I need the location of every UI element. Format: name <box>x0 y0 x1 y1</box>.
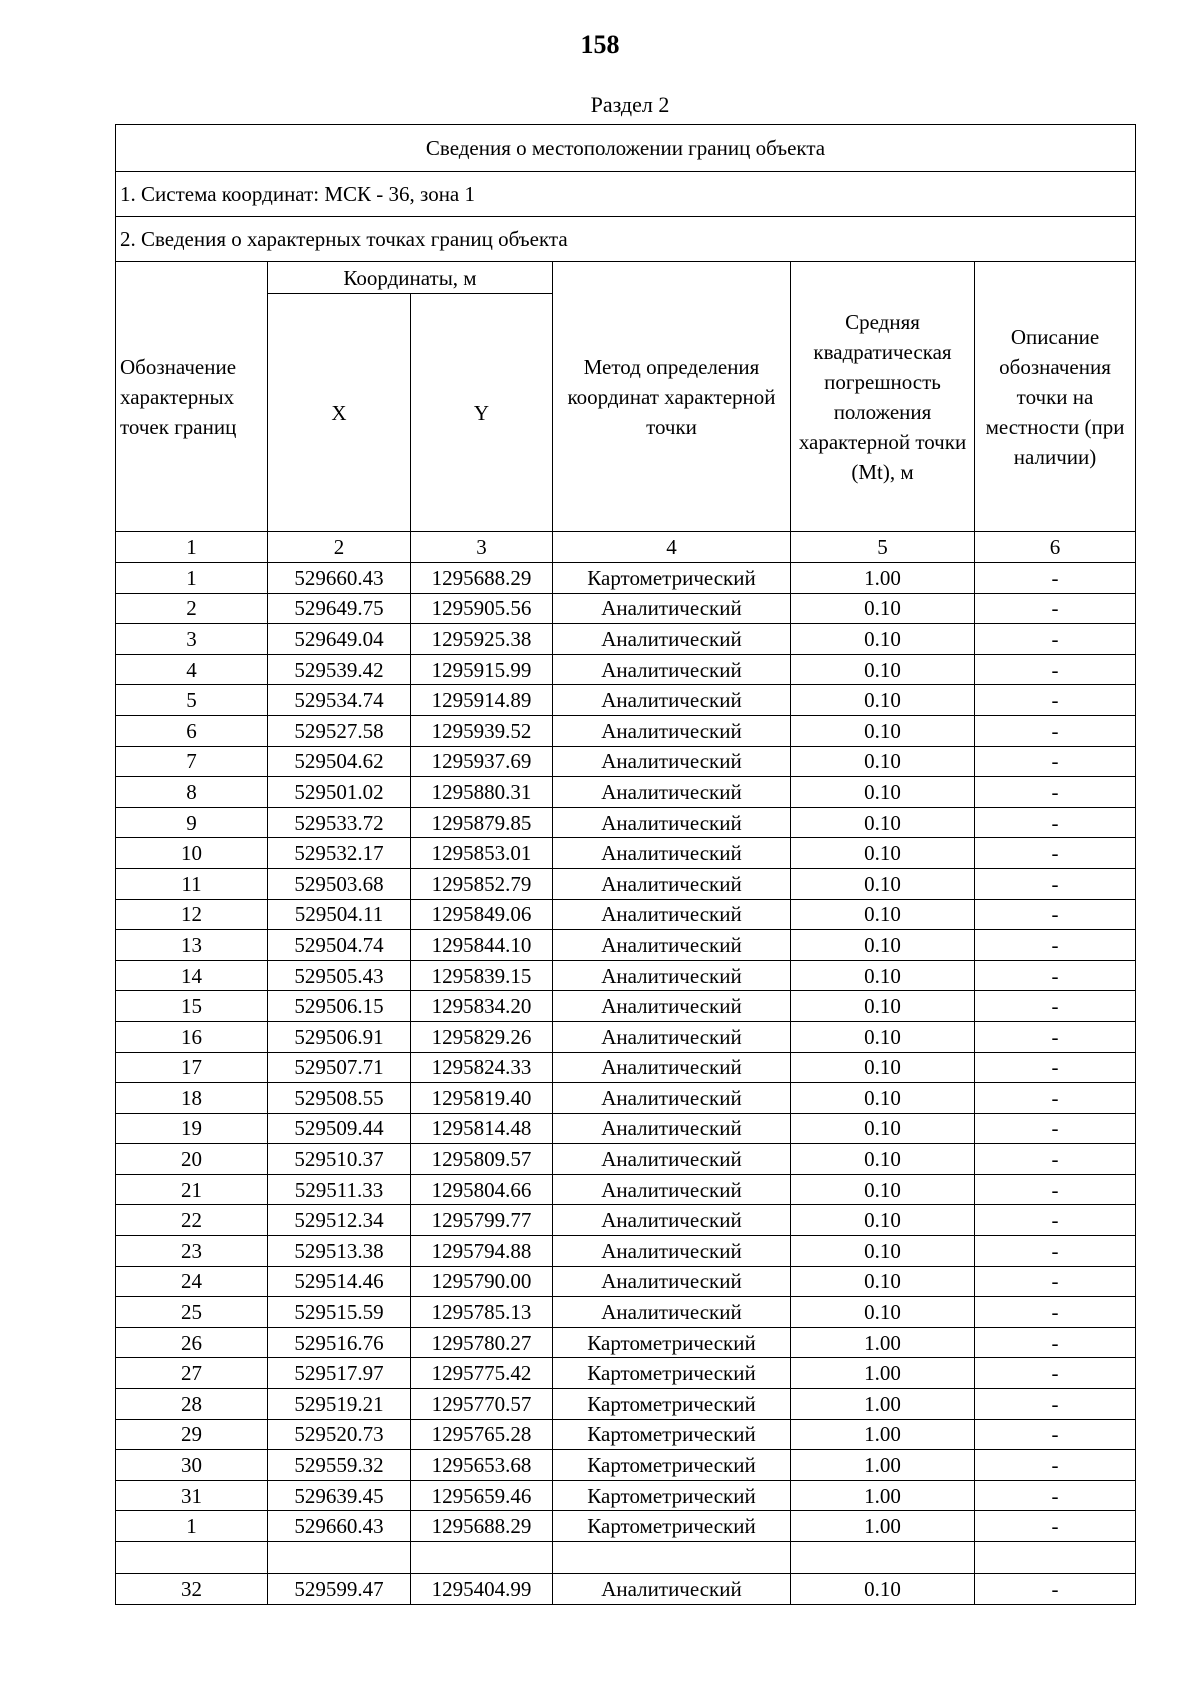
blank-row <box>116 1542 1136 1574</box>
method: Аналитический <box>553 1174 791 1205</box>
x-coordinate: 529534.74 <box>268 685 411 716</box>
empty-cell <box>268 1542 411 1574</box>
point-number: 9 <box>116 807 268 838</box>
point-number: 8 <box>116 777 268 808</box>
table-row <box>116 960 1136 991</box>
column-number: 5 <box>791 532 975 563</box>
table-row <box>116 868 1136 899</box>
method: Аналитический <box>553 777 791 808</box>
point-description: - <box>975 1052 1136 1083</box>
table-row <box>116 715 1136 746</box>
y-coordinate: 1295790.00 <box>411 1266 553 1297</box>
empty-cell <box>553 1542 791 1574</box>
point-description: - <box>975 1419 1136 1450</box>
point-number: 1 <box>116 563 268 594</box>
point-description: - <box>975 593 1136 624</box>
mean-square-error: 1.00 <box>791 1419 975 1450</box>
empty-cell <box>116 1542 268 1574</box>
y-coordinate: 1295925.38 <box>411 624 553 655</box>
header-coordinates: Координаты, м <box>268 262 553 294</box>
x-coordinate: 529649.75 <box>268 593 411 624</box>
method: Аналитический <box>553 685 791 716</box>
mean-square-error: 0.10 <box>791 1021 975 1052</box>
method: Аналитический <box>553 960 791 991</box>
point-description: - <box>975 777 1136 808</box>
table-row <box>116 777 1136 808</box>
y-coordinate: 1295404.99 <box>411 1574 553 1605</box>
method: Картометрический <box>553 1327 791 1358</box>
point-description: - <box>975 1083 1136 1114</box>
method: Аналитический <box>553 1236 791 1267</box>
table-row <box>116 991 1136 1022</box>
method: Аналитический <box>553 1266 791 1297</box>
method: Аналитический <box>553 593 791 624</box>
table-row <box>116 1083 1136 1114</box>
mean-square-error: 0.10 <box>791 991 975 1022</box>
mean-square-error: 0.10 <box>791 624 975 655</box>
method: Аналитический <box>553 1297 791 1328</box>
x-coordinate: 529527.58 <box>268 715 411 746</box>
x-coordinate: 529532.17 <box>268 838 411 869</box>
y-coordinate: 1295688.29 <box>411 1511 553 1542</box>
x-coordinate: 529533.72 <box>268 807 411 838</box>
empty-cell <box>411 1542 553 1574</box>
column-number: 4 <box>553 532 791 563</box>
y-coordinate: 1295839.15 <box>411 960 553 991</box>
point-description: - <box>975 899 1136 930</box>
table-row <box>116 1327 1136 1358</box>
table-row <box>116 1389 1136 1420</box>
mean-square-error: 0.10 <box>791 1083 975 1114</box>
table-row <box>116 930 1136 961</box>
point-description: - <box>975 1358 1136 1389</box>
y-coordinate: 1295844.10 <box>411 930 553 961</box>
point-number: 11 <box>116 868 268 899</box>
mean-square-error: 0.10 <box>791 1266 975 1297</box>
y-coordinate: 1295834.20 <box>411 991 553 1022</box>
table-row <box>116 1266 1136 1297</box>
y-coordinate: 1295770.57 <box>411 1389 553 1420</box>
method: Аналитический <box>553 715 791 746</box>
x-coordinate: 529519.21 <box>268 1389 411 1420</box>
method: Аналитический <box>553 1574 791 1605</box>
x-coordinate: 529517.97 <box>268 1358 411 1389</box>
mean-square-error: 0.10 <box>791 1052 975 1083</box>
x-coordinate: 529503.68 <box>268 868 411 899</box>
mean-square-error: 0.10 <box>791 868 975 899</box>
mean-square-error: 0.10 <box>791 685 975 716</box>
y-coordinate: 1295653.68 <box>411 1450 553 1481</box>
point-description: - <box>975 1327 1136 1358</box>
y-coordinate: 1295914.89 <box>411 685 553 716</box>
point-description: - <box>975 868 1136 899</box>
point-description: - <box>975 991 1136 1022</box>
mean-square-error: 0.10 <box>791 960 975 991</box>
point-number: 12 <box>116 899 268 930</box>
page-number: 158 <box>580 30 620 59</box>
point-number: 5 <box>116 685 268 716</box>
point-description: - <box>975 1574 1136 1605</box>
x-coordinate: 529512.34 <box>268 1205 411 1236</box>
y-coordinate: 1295785.13 <box>411 1297 553 1328</box>
x-coordinate: 529510.37 <box>268 1144 411 1175</box>
y-coordinate: 1295939.52 <box>411 715 553 746</box>
point-number: 3 <box>116 624 268 655</box>
mean-square-error: 0.10 <box>791 715 975 746</box>
table-row <box>116 1113 1136 1144</box>
x-coordinate: 529511.33 <box>268 1174 411 1205</box>
y-coordinate: 1295659.46 <box>411 1480 553 1511</box>
empty-cell <box>791 1542 975 1574</box>
y-coordinate: 1295829.26 <box>411 1021 553 1052</box>
x-coordinate: 529516.76 <box>268 1327 411 1358</box>
mean-square-error: 0.10 <box>791 777 975 808</box>
empty-cell <box>975 1542 1136 1574</box>
point-number: 15 <box>116 991 268 1022</box>
mean-square-error: 0.10 <box>791 1174 975 1205</box>
mean-square-error: 1.00 <box>791 1389 975 1420</box>
point-number: 31 <box>116 1480 268 1511</box>
point-number: 30 <box>116 1450 268 1481</box>
mean-square-error: 1.00 <box>791 1327 975 1358</box>
point-description: - <box>975 1174 1136 1205</box>
point-description: - <box>975 960 1136 991</box>
x-coordinate: 529639.45 <box>268 1480 411 1511</box>
y-coordinate: 1295780.27 <box>411 1327 553 1358</box>
table-row <box>116 746 1136 777</box>
mean-square-error: 0.10 <box>791 1205 975 1236</box>
point-description: - <box>975 1205 1136 1236</box>
point-number: 4 <box>116 654 268 685</box>
method: Аналитический <box>553 1083 791 1114</box>
point-description: - <box>975 1389 1136 1420</box>
header-method: Метод определения координат характерной точки <box>553 262 791 532</box>
mean-square-error: 0.10 <box>791 654 975 685</box>
table-row <box>116 654 1136 685</box>
point-number: 22 <box>116 1205 268 1236</box>
point-description: - <box>975 930 1136 961</box>
mean-square-error: 0.10 <box>791 1144 975 1175</box>
point-description: - <box>975 838 1136 869</box>
method: Аналитический <box>553 624 791 655</box>
point-number: 6 <box>116 715 268 746</box>
method: Аналитический <box>553 838 791 869</box>
table-row <box>116 685 1136 716</box>
x-coordinate: 529660.43 <box>268 1511 411 1542</box>
x-coordinate: 529649.04 <box>268 624 411 655</box>
mean-square-error: 0.10 <box>791 899 975 930</box>
mean-square-error: 1.00 <box>791 1480 975 1511</box>
header-x: X <box>268 294 411 532</box>
method: Аналитический <box>553 1052 791 1083</box>
header-description: Описание обозначения точки на местности (при наличии) <box>975 262 1136 532</box>
table-row <box>116 1205 1136 1236</box>
x-coordinate: 529504.74 <box>268 930 411 961</box>
x-coordinate: 529599.47 <box>268 1574 411 1605</box>
header-designation: Обозначение характерных точек границ <box>116 262 268 532</box>
table-row <box>116 1419 1136 1450</box>
y-coordinate: 1295688.29 <box>411 563 553 594</box>
table-row <box>116 563 1136 594</box>
point-description: - <box>975 1450 1136 1481</box>
method: Аналитический <box>553 930 791 961</box>
method: Аналитический <box>553 991 791 1022</box>
x-coordinate: 529508.55 <box>268 1083 411 1114</box>
point-description: - <box>975 1480 1136 1511</box>
header-error: Средняя квадратическая погрешность положения характерной точки (Mt), м <box>791 262 975 532</box>
point-description: - <box>975 1297 1136 1328</box>
x-coordinate: 529539.42 <box>268 654 411 685</box>
mean-square-error: 0.10 <box>791 1236 975 1267</box>
point-number: 13 <box>116 930 268 961</box>
y-coordinate: 1295852.79 <box>411 868 553 899</box>
mean-square-error: 0.10 <box>791 593 975 624</box>
mean-square-error: 0.10 <box>791 1574 975 1605</box>
table-row <box>116 1480 1136 1511</box>
method: Аналитический <box>553 654 791 685</box>
mean-square-error: 0.10 <box>791 1297 975 1328</box>
table-row <box>116 1144 1136 1175</box>
method: Аналитический <box>553 807 791 838</box>
point-number: 16 <box>116 1021 268 1052</box>
point-number: 23 <box>116 1236 268 1267</box>
x-coordinate: 529504.62 <box>268 746 411 777</box>
method: Аналитический <box>553 1205 791 1236</box>
method: Аналитический <box>553 746 791 777</box>
point-number: 19 <box>116 1113 268 1144</box>
method: Картометрический <box>553 1389 791 1420</box>
point-description: - <box>975 1266 1136 1297</box>
column-number: 6 <box>975 532 1136 563</box>
point-number: 24 <box>116 1266 268 1297</box>
point-description: - <box>975 685 1136 716</box>
table-row <box>116 1297 1136 1328</box>
x-coordinate: 529515.59 <box>268 1297 411 1328</box>
mean-square-error: 0.10 <box>791 746 975 777</box>
mean-square-error: 1.00 <box>791 1511 975 1542</box>
point-number: 27 <box>116 1358 268 1389</box>
header-y: Y <box>411 294 553 532</box>
point-description: - <box>975 1144 1136 1175</box>
table-title: Сведения о местоположении границ объекта <box>116 125 1136 172</box>
point-description: - <box>975 624 1136 655</box>
point-description: - <box>975 807 1136 838</box>
x-coordinate: 529513.38 <box>268 1236 411 1267</box>
mean-square-error: 0.10 <box>791 807 975 838</box>
y-coordinate: 1295824.33 <box>411 1052 553 1083</box>
y-coordinate: 1295809.57 <box>411 1144 553 1175</box>
point-number: 25 <box>116 1297 268 1328</box>
point-description: - <box>975 563 1136 594</box>
y-coordinate: 1295794.88 <box>411 1236 553 1267</box>
x-coordinate: 529520.73 <box>268 1419 411 1450</box>
y-coordinate: 1295775.42 <box>411 1358 553 1389</box>
table-row <box>116 1450 1136 1481</box>
table-row <box>116 593 1136 624</box>
point-description: - <box>975 1113 1136 1144</box>
column-number: 3 <box>411 532 553 563</box>
method: Картометрический <box>553 1450 791 1481</box>
x-coordinate: 529509.44 <box>268 1113 411 1144</box>
y-coordinate: 1295853.01 <box>411 838 553 869</box>
table-row <box>116 1358 1136 1389</box>
point-number: 17 <box>116 1052 268 1083</box>
point-description: - <box>975 715 1136 746</box>
x-coordinate: 529505.43 <box>268 960 411 991</box>
point-number: 26 <box>116 1327 268 1358</box>
mean-square-error: 1.00 <box>791 563 975 594</box>
y-coordinate: 1295937.69 <box>411 746 553 777</box>
table-row <box>116 1052 1136 1083</box>
method: Аналитический <box>553 1113 791 1144</box>
x-coordinate: 529559.32 <box>268 1450 411 1481</box>
x-coordinate: 529501.02 <box>268 777 411 808</box>
point-description: - <box>975 654 1136 685</box>
point-number: 18 <box>116 1083 268 1114</box>
y-coordinate: 1295849.06 <box>411 899 553 930</box>
method: Картометрический <box>553 1419 791 1450</box>
y-coordinate: 1295819.40 <box>411 1083 553 1114</box>
point-number: 28 <box>116 1389 268 1420</box>
points-section-title: 2. Сведения о характерных точках границ объекта <box>116 217 1136 262</box>
method: Аналитический <box>553 868 791 899</box>
point-description: - <box>975 1236 1136 1267</box>
point-number: 10 <box>116 838 268 869</box>
mean-square-error: 0.10 <box>791 1113 975 1144</box>
method: Аналитический <box>553 1144 791 1175</box>
y-coordinate: 1295799.77 <box>411 1205 553 1236</box>
point-number: 7 <box>116 746 268 777</box>
point-number: 21 <box>116 1174 268 1205</box>
y-coordinate: 1295765.28 <box>411 1419 553 1450</box>
y-coordinate: 1295915.99 <box>411 654 553 685</box>
x-coordinate: 529507.71 <box>268 1052 411 1083</box>
x-coordinate: 529506.15 <box>268 991 411 1022</box>
method: Картометрический <box>553 1358 791 1389</box>
table-row <box>116 899 1136 930</box>
method: Аналитический <box>553 899 791 930</box>
table-row <box>116 1236 1136 1267</box>
point-number: 2 <box>116 593 268 624</box>
method: Картометрический <box>553 1511 791 1542</box>
method: Картометрический <box>553 563 791 594</box>
point-description: - <box>975 1021 1136 1052</box>
table-row <box>116 1511 1136 1542</box>
y-coordinate: 1295804.66 <box>411 1174 553 1205</box>
y-coordinate: 1295879.85 <box>411 807 553 838</box>
x-coordinate: 529514.46 <box>268 1266 411 1297</box>
table-row <box>116 624 1136 655</box>
mean-square-error: 1.00 <box>791 1358 975 1389</box>
x-coordinate: 529660.43 <box>268 563 411 594</box>
y-coordinate: 1295880.31 <box>411 777 553 808</box>
column-number: 2 <box>268 532 411 563</box>
mean-square-error: 0.10 <box>791 930 975 961</box>
mean-square-error: 0.10 <box>791 838 975 869</box>
y-coordinate: 1295814.48 <box>411 1113 553 1144</box>
boundary-points-table <box>115 124 1136 1605</box>
point-number: 29 <box>116 1419 268 1450</box>
table-row <box>116 807 1136 838</box>
table-row <box>116 1574 1136 1605</box>
table-row <box>116 1021 1136 1052</box>
point-number: 14 <box>116 960 268 991</box>
method: Картометрический <box>553 1480 791 1511</box>
table-row <box>116 1174 1136 1205</box>
x-coordinate: 529504.11 <box>268 899 411 930</box>
coordinate-system: 1. Система координат: МСК - 36, зона 1 <box>116 172 1136 217</box>
mean-square-error: 1.00 <box>791 1450 975 1481</box>
point-number: 32 <box>116 1574 268 1605</box>
table-row <box>116 838 1136 869</box>
method: Аналитический <box>553 1021 791 1052</box>
column-number: 1 <box>116 532 268 563</box>
x-coordinate: 529506.91 <box>268 1021 411 1052</box>
y-coordinate: 1295905.56 <box>411 593 553 624</box>
point-description: - <box>975 1511 1136 1542</box>
section-title: Раздел 2 <box>590 92 670 117</box>
point-number: 1 <box>116 1511 268 1542</box>
point-number: 20 <box>116 1144 268 1175</box>
point-description: - <box>975 746 1136 777</box>
